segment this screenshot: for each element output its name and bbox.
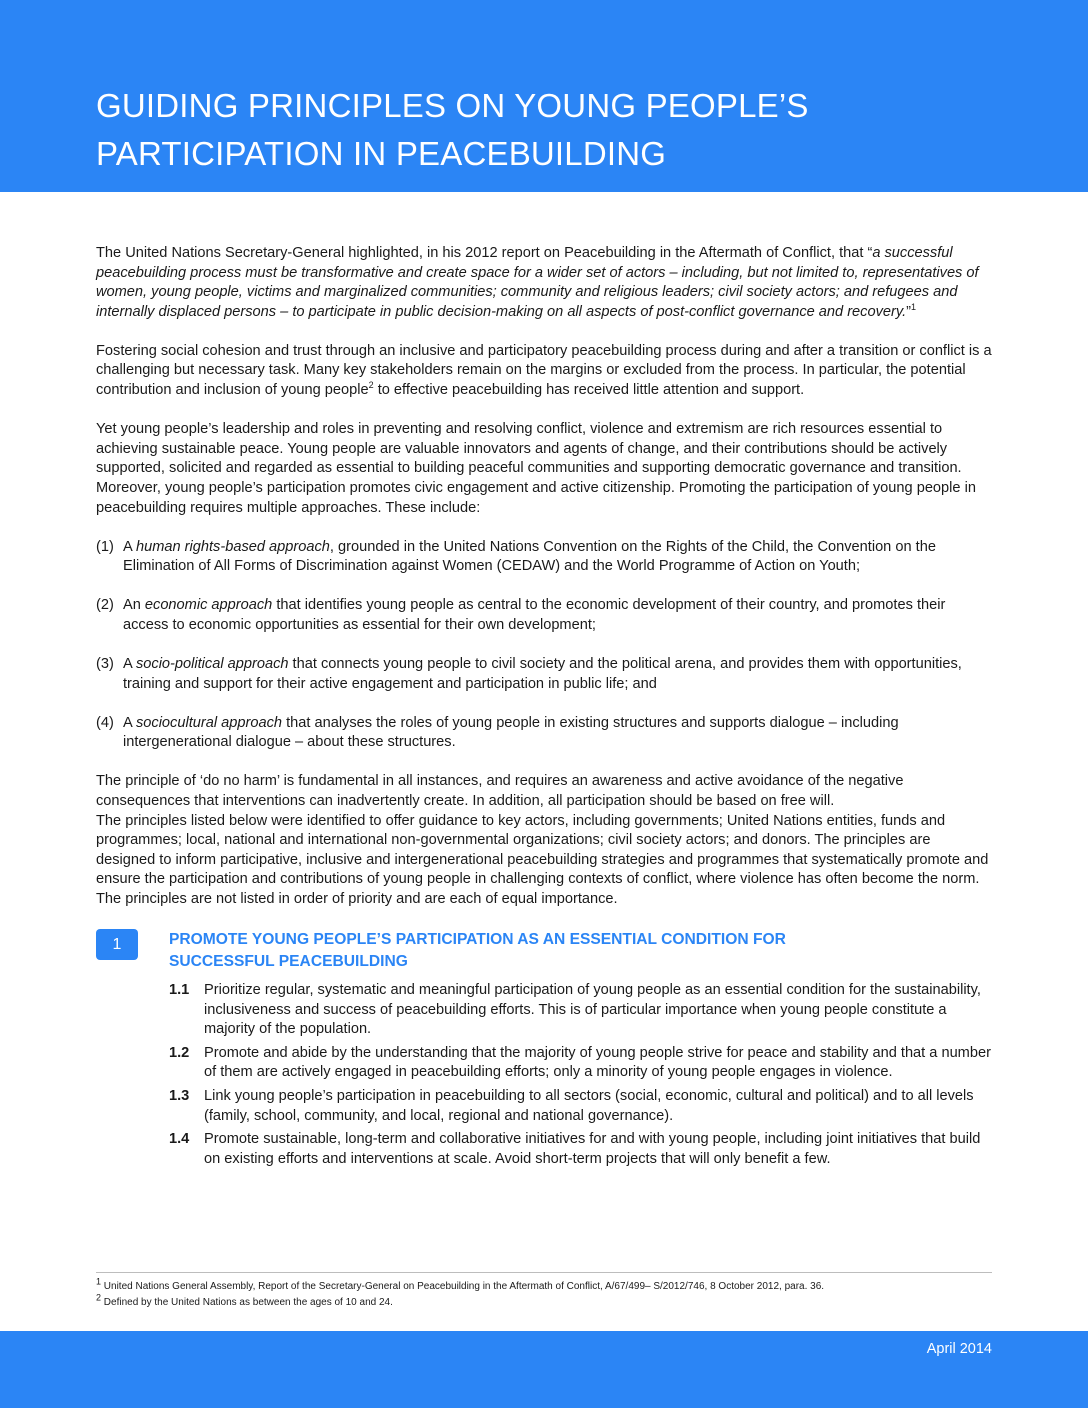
list-item-text	[123, 714, 992, 753]
section-title-line-2: SUCCESSFUL PEACEBUILDING	[169, 952, 408, 970]
publication-date: April 2014	[926, 1341, 992, 1357]
sub-item-text: Link young people’s participation in peacebuilding to all sectors (social, economic, cultural and political) and to all levels (family, school, community, and local, regional and national governance).	[204, 1088, 974, 1124]
list-item-text	[123, 538, 992, 577]
main-content	[96, 244, 992, 1173]
list-item-emphasis: sociocultural approach	[135, 714, 283, 731]
list-item-number: (1)	[96, 538, 114, 555]
list-item	[96, 714, 992, 753]
list-item-emphasis: human rights-based approach	[135, 538, 330, 555]
principle-paragraph: The principle of ‘do no harm’ is fundamental in all instances, and requires an awareness and active avoidance of the negative consequences that interventions can inadvertently create. In addition, all participation should be based on free will.	[96, 773, 904, 809]
intro-p1-end: ”	[906, 303, 911, 320]
list-item-lead: A	[123, 538, 136, 555]
list-item-lead: A	[123, 656, 136, 672]
sub-item-number: 1.1	[169, 982, 190, 999]
footnote-text: United Nations General Assembly, Report of the Secretary-General on Peacebuilding in the Aftermath of Conflict, A/67/499– S/2012/746, 8 October 2012, para. 36.	[101, 1281, 825, 1292]
intro-p2-a: Fostering social cohesion and trust through an inclusive and participatory peacebuilding process during and after a transition or conflict is a challenging but necessary task. Many key stakeholders remain on the margins or excluded from the process. In particular, the potential contribution and inclusion of young people	[96, 342, 992, 399]
intro-p2-b: to effective peacebuilding has received little attention and support.	[373, 382, 805, 399]
header-banner	[0, 0, 1088, 192]
list-item-number: (4)	[96, 714, 114, 731]
sub-item-text: Promote and abide by the understanding that the majority of young people strive for peace and stability and that a number of them are actively engaged in peacebuilding efforts; only a minority of young people engages in violence.	[204, 1044, 991, 1081]
list-item-emphasis: socio-political approach	[135, 656, 289, 672]
intro-p1-lead: The United Nations Secretary-General highlighted, in his 2012 report on Peacebuilding in the Aftermath of Conflict, that “	[96, 245, 873, 261]
list-item-lead: An	[123, 597, 145, 614]
sub-item-number: 1.2	[169, 1044, 190, 1061]
list-item-text	[123, 596, 992, 635]
section-1-heading	[96, 929, 992, 972]
section-number-badge: 1	[96, 929, 138, 960]
sub-item-text: Promote sustainable, long-term and collaborative initiatives for and with young people, including joint initiatives that build on existing efforts and interventions at scale. Avoid short-term projects that will only benefit a few.	[204, 1131, 981, 1167]
sub-item-text: Prioritize regular, systematic and meaningful participation of young people as an essential condition for the sustainability, inclusiveness and success of peacebuilding efforts. This is of particular importance when young people constitute a majority of the population.	[204, 982, 981, 1038]
section-title	[169, 929, 992, 972]
list-item	[96, 655, 992, 694]
list-item-rest: that analyses the roles of young people in existing structures and supports dialogue – including intergenerational dialogue – about these structures.	[123, 714, 899, 751]
footnote-1	[96, 1276, 992, 1295]
list-item	[96, 596, 992, 635]
list-item-number: (3)	[96, 656, 114, 672]
list-item-emphasis: economic approach	[144, 597, 273, 614]
title-line-1: GUIDING PRINCIPLES ON YOUNG PEOPLE’S	[96, 87, 809, 124]
sub-item-number: 1.4	[169, 1131, 190, 1148]
intro-p1-quote: a successful peacebuilding process must be transformative and create space for a wider set of actors – including, but not limited to, representatives of women, young people, victims and marginalized communities; community and religious leaders; civil society actors; and refugees and internally displaced persons – to participate in public decision-making on all aspects of post-conflict governance and recovery.	[96, 245, 979, 320]
footnotes	[96, 1272, 992, 1311]
sub-item	[169, 1087, 992, 1126]
intro-paragraph-2	[96, 342, 992, 401]
list-item-number: (2)	[96, 597, 114, 614]
list-item-lead: A	[123, 714, 136, 731]
list-item-rest: that connects young people to civil society and the political arena, and provides them with opportunities, training and support for their active engagement and participation in public life; and	[123, 656, 962, 692]
approaches-list	[96, 538, 992, 753]
footer-banner	[0, 1331, 1088, 1408]
page-title	[96, 82, 809, 178]
footnote-2	[96, 1292, 992, 1311]
intro-paragraph-3: Yet young people’s leadership and roles in preventing and resolving conflict, violence and extremism are rich resources essential to achieving sustainable peace. Young people are valuable innovators and agents of change, and their contributions should be actively supported, solicited and regarded as essential to building peaceful communities and supporting democratic governance and transition. Moreover, young people’s participation promotes civic engagement and active citizenship. Promoting the participation of young people in peacebuilding requires multiple approaches. These include:	[96, 421, 976, 516]
list-item-text	[123, 655, 992, 694]
list-item-rest: , grounded in the United Nations Convention on the Rights of the Child, the Convention on the Elimination of All Forms of Discrimination against Women (CEDAW) and the World Programme of Action on Youth;	[123, 538, 936, 575]
section-title-line-1: PROMOTE YOUNG PEOPLE’S PARTICIPATION AS AN ESSENTIAL CONDITION FOR	[169, 931, 786, 949]
footnote-ref-2: 2	[368, 380, 374, 391]
footnote-mark: 2	[96, 1292, 102, 1303]
principles-guidance-paragraph: The principles listed below were identified to offer guidance to key actors, including governments; United Nations entities, funds and programmes; local, national and international non-governmental organizations; civil society actors; and donors. The principles are designed to inform participative, inclusive and intergenerational peacebuilding strategies and programmes that systematically promote and ensure the participation and contributions of young people in challenging contexts of conflict, where violence has often become the norm. The principles are not listed in order of priority and are each of equal importance.	[96, 812, 989, 907]
list-item-rest: that identifies young people as central to the economic development of their country, and promotes their access to economic opportunities as essential for their own development;	[123, 597, 946, 633]
sub-item	[169, 1130, 992, 1169]
sub-item-number: 1.3	[169, 1088, 190, 1104]
section-1-items	[169, 981, 992, 1169]
footnote-ref-1: 1	[911, 301, 917, 312]
footnote-mark: 1	[96, 1276, 102, 1287]
footnote-text: Defined by the United Nations as between the ages of 10 and 24.	[101, 1297, 393, 1308]
sub-item	[169, 1044, 992, 1083]
list-item	[96, 538, 992, 577]
title-line-2: PARTICIPATION IN PEACEBUILDING	[96, 135, 667, 172]
sub-item	[169, 981, 992, 1040]
intro-paragraph-1	[96, 244, 992, 322]
